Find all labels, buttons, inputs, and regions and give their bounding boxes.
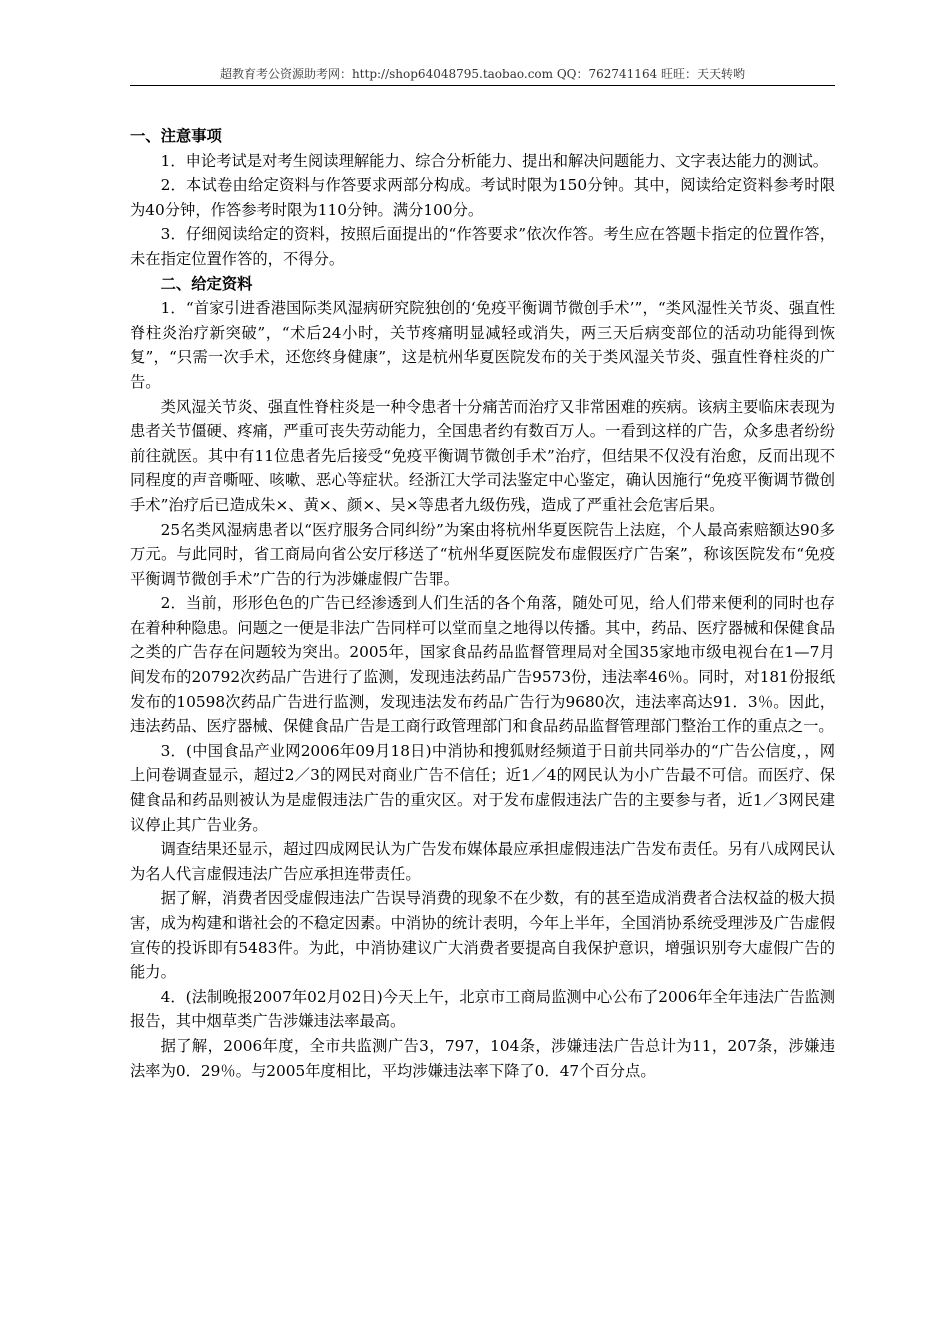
page-header: 超教育考公资源助考网：http://shop64048795.taobao.com QQ：762741164 旺旺：天天转哟 [219, 67, 746, 81]
section-heading-notes: 一、注意事项 [130, 127, 222, 145]
material-paragraph: 据了解，消费者因受虚假违法广告误导消费的现象不在少数，有的甚至造成消费者合法权益的极大损害，成为构建和谐社会的不稳定因素。中消协的统计表明，今年上半年，全国消协系统受理涉及广告虚假宣传的投诉即有5483件。为此，中消协建议广大消费者要提高自我保护意识，增强识别夸大虚假广告的能力。 [130, 889, 835, 982]
header-divider [130, 85, 835, 86]
notes-item-1: 1．申论考试是对考生阅读理解能力、综合分析能力、提出和解决问题能力、文字表达能力的测试。 [160, 151, 829, 170]
material-paragraph: 2．当前，形形色色的广告已经渗透到人们生活的各个角落，随处可见，给人们带来便利的同时也存在着种种隐患。问题之一便是非法广告同样可以堂而皇之地得以传播。其中，药品、医疗器械和保健食品之类的广告存在问题较为突出。2005年，国家食品药品监督管理局对全国35家地市级电视台在1—7月间发布的20792次药品广告进行了监测，发现违法药品广告9573份，违法率46％。同时，对181份报纸发布的10598次药品广告进行监测，发现违法发布药品广告行为9680次，违法率高达91．3％。因此，违法药品、医疗器械、保健食品广告是工商行政管理部门和食品药品监督管理部门整治工作的重点之一。 [130, 594, 835, 736]
material-paragraph: 类风湿关节炎、强直性脊柱炎是一种令患者十分痛苦而治疗又非常困难的疾病。该病主要临床表现为患者关节僵硬、疼痛，严重可丧失劳动能力，全国患者约有数百万人。一看到这样的广告，众多患者纷纷前往就医。其中有11位患者先后接受“免疫平衡调节微创手术”治疗，但结果不仅没有治愈，反而出现不同程度的声音嘶哑、咳嗽、恶心等症状。经浙江大学司法鉴定中心鉴定，确认因施行“免疫平衡调节微创手术”治疗后已造成朱×、黄×、颜×、吴×等患者九级伤残，造成了严重社会危害后果。 [130, 397, 835, 514]
material-paragraph: 4．(法制晚报2007年02月02日)今天上午，北京市工商局监测中心公布了2006年全年违法广告监测报告，其中烟草类广告涉嫌违法率最高。 [130, 987, 835, 1031]
material-paragraph: 1．“首家引进香港国际类风湿病研究院独创的‘免疫平衡调节微创手术’”，“类风湿性关节炎、强直性脊柱炎治疗新突破”，“术后24小时，关节疼痛明显减轻或消失，两三天后病变部位的活动功能得到恢复”，“只需一次手术，还您终身健康”，这是杭州华夏医院发布的关于类风湿关节炎、强直性脊柱炎的广告。 [130, 299, 835, 391]
material-paragraph: 25名类风湿病患者以“医疗服务合同纠纷”为案由将杭州华夏医院告上法庭，个人最高索赔额达90多万元。与此同时，省工商局向省公安厅移送了“杭州华夏医院发布虚假医疗广告案”，称该医院发布“免疫平衡调节微创手术”广告的行为涉嫌虚假广告罪。 [130, 520, 835, 588]
notes-item-2: 2．本试卷由给定资料与作答要求两部分构成。考试时限为150分钟。其中，阅读给定资料参考时限为40分钟，作答参考时限为110分钟。满分100分。 [130, 176, 835, 219]
material-paragraph: 调查结果还显示，超过四成网民认为广告发布媒体最应承担虚假违法广告发布责任。另有八成网民认为名人代言虚假违法广告应承担连带责任。 [130, 840, 835, 883]
material-paragraph: 3．(中国食品产业网2006年09月18日)中消协和搜狐财经频道于日前共同举办的“广告公信度，，网上问卷调查显示，超过2／3的网民对商业广告不信任；近1／4的网民认为小广告最不可信。而医疗、保健食品和药品则被认为是虚假违法广告的重灾区。对于发布虚假违法广告的主要参与者，近1／3网民建议停止其广告业务。 [130, 741, 835, 834]
document-body [130, 124, 835, 1083]
notes-item-3: 3．仔细阅读给定的资料，按照后面提出的“作答要求”依次作答。考生应在答题卡指定的位置作答，未在指定位置作答的，不得分。 [130, 225, 835, 268]
material-paragraph: 据了解，2006年度，全市共监测广告3，797，104条，涉嫌违法广告总计为11，207条，涉嫌违法率为0．29％。与2005年度相比，平均涉嫌违法率下降了0．47个百分点。 [130, 1036, 835, 1080]
section-heading-materials: 二、给定资料 [160, 274, 253, 293]
